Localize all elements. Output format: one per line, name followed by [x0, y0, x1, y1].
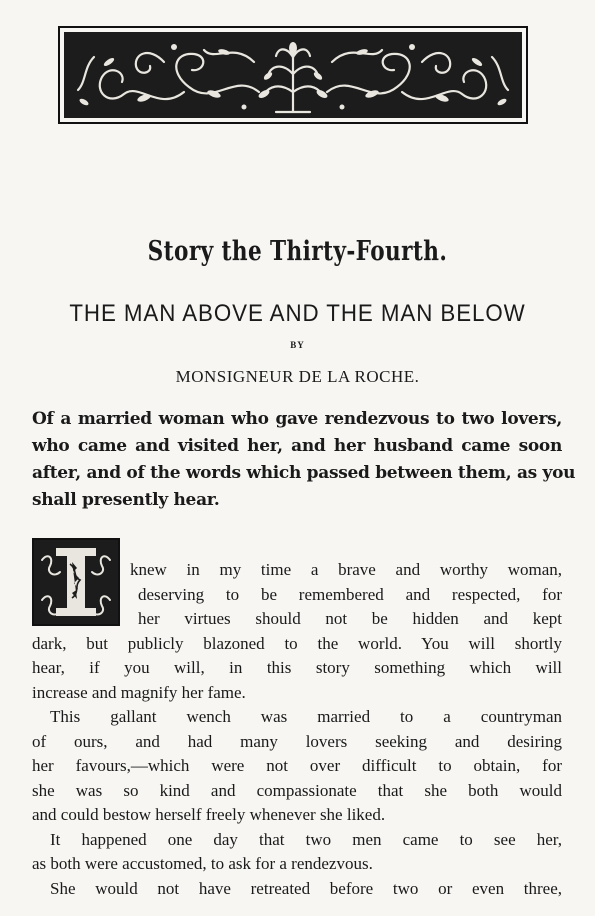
ornamental-header-band	[58, 26, 528, 124]
body-line: as both were accustomed, to ask for a rendezvous.	[32, 854, 373, 873]
floral-scroll-icon	[64, 32, 522, 118]
summary-line: after, and of the words which passed between them, as you	[32, 463, 576, 483]
body-line: knew in my time a brave and worthy woman,	[130, 560, 562, 579]
body-line: She would not have retreated before two or even three,	[50, 878, 562, 898]
author-name: MONSIGNEUR DE LA ROCHE.	[175, 367, 420, 386]
summary-line: shall presently hear.	[32, 490, 220, 510]
body-line: increase and magnify her fame.	[32, 682, 246, 702]
summary-line: Of a married woman who gave rendezvous to two lovers,	[32, 409, 562, 429]
story-title: THE MAN ABOVE AND THE MAN BELOW	[69, 300, 526, 327]
body-line: and could bestow herself freely whenever she liked.	[32, 805, 386, 824]
body-line: her favours,—which were not over difficult to obtain, for	[32, 756, 562, 775]
body-line: hear, if you will, in this story something which will	[32, 658, 562, 677]
body-line: her virtues should not be hidden and kept	[138, 609, 562, 628]
story-summary	[32, 406, 576, 514]
body-line: of ours, and had many lovers seeking and desiring	[32, 731, 562, 751]
body-line: deserving to be remembered and respected, for	[138, 584, 562, 604]
story-body	[32, 558, 562, 901]
story-number-heading: Story the Thirty-Fourth.	[147, 236, 448, 267]
by-label: BY	[290, 340, 305, 350]
body-line: dark, but publicly blazoned to the world. You will shortly	[32, 633, 562, 653]
body-line: she was so kind and compassionate that she both would	[32, 780, 562, 800]
body-line: This gallant wench was married to a countryman	[50, 707, 562, 726]
body-line: It happened one day that two men came to see her,	[50, 829, 562, 849]
summary-line: who came and visited her, and her husband came soon	[32, 436, 562, 456]
